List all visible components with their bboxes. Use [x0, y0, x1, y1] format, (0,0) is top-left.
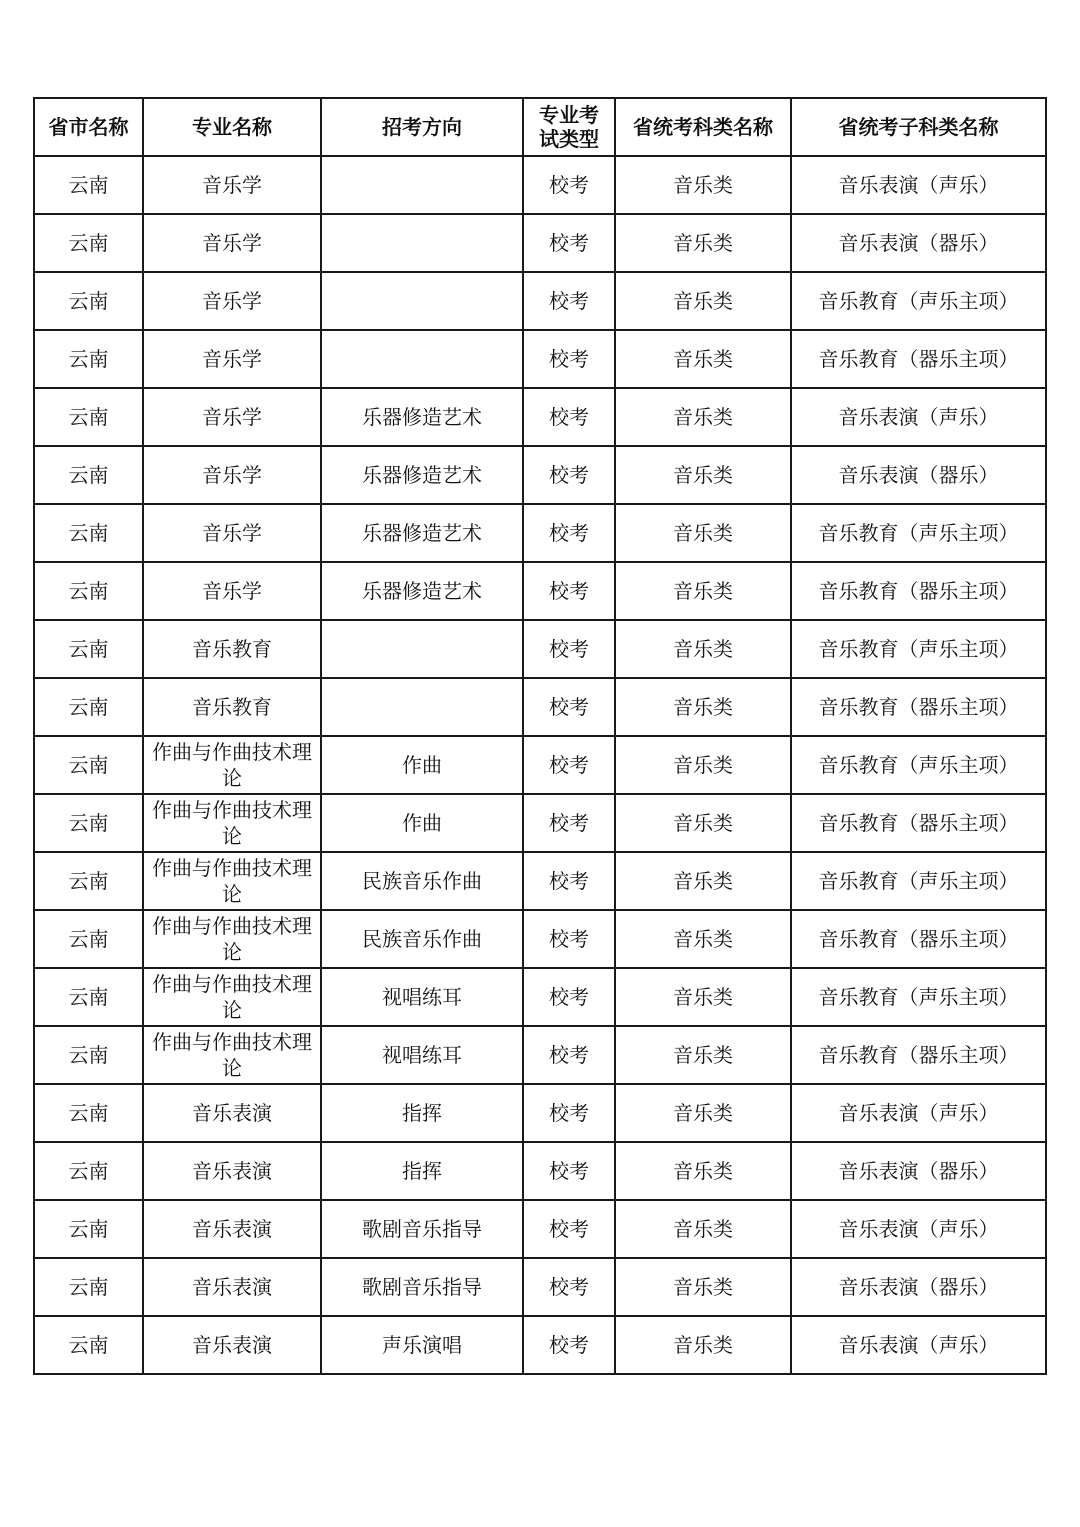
cell-province: 云南	[34, 852, 143, 910]
cell-major: 音乐表演	[143, 1200, 321, 1258]
cell-direction: 声乐演唱	[321, 1316, 523, 1374]
cell-category: 音乐类	[615, 1316, 791, 1374]
cell-category: 音乐类	[615, 1142, 791, 1200]
table-row	[34, 678, 1046, 736]
cell-exam-type: 校考	[523, 852, 615, 910]
cell-province: 云南	[34, 736, 143, 794]
cell-category: 音乐类	[615, 504, 791, 562]
cell-category: 音乐类	[615, 446, 791, 504]
cell-province: 云南	[34, 1316, 143, 1374]
table-row	[34, 1142, 1046, 1200]
cell-subcategory: 音乐教育（器乐主项）	[791, 678, 1046, 736]
cell-subcategory: 音乐表演（器乐）	[791, 1258, 1046, 1316]
cell-exam-type: 校考	[523, 1316, 615, 1374]
cell-subcategory: 音乐表演（声乐）	[791, 156, 1046, 214]
table-row	[34, 968, 1046, 1026]
header-category: 省统考科类名称	[615, 98, 791, 156]
cell-major: 作曲与作曲技术理论	[143, 968, 321, 1026]
cell-direction	[321, 620, 523, 678]
cell-direction: 指挥	[321, 1142, 523, 1200]
table-row	[34, 736, 1046, 794]
table-row	[34, 1200, 1046, 1258]
cell-subcategory: 音乐教育（声乐主项）	[791, 620, 1046, 678]
cell-province: 云南	[34, 794, 143, 852]
table-row	[34, 156, 1046, 214]
cell-exam-type: 校考	[523, 446, 615, 504]
table-row	[34, 272, 1046, 330]
cell-major: 音乐表演	[143, 1142, 321, 1200]
cell-exam-type: 校考	[523, 1026, 615, 1084]
cell-major: 音乐表演	[143, 1258, 321, 1316]
cell-province: 云南	[34, 620, 143, 678]
cell-major: 音乐教育	[143, 620, 321, 678]
cell-subcategory: 音乐表演（声乐）	[791, 1200, 1046, 1258]
cell-direction: 乐器修造艺术	[321, 388, 523, 446]
cell-direction	[321, 330, 523, 388]
cell-major: 音乐学	[143, 446, 321, 504]
cell-major: 作曲与作曲技术理论	[143, 910, 321, 968]
cell-direction	[321, 678, 523, 736]
cell-subcategory: 音乐表演（声乐）	[791, 1084, 1046, 1142]
admissions-table	[33, 97, 1047, 1375]
cell-subcategory: 音乐教育（器乐主项）	[791, 910, 1046, 968]
header-province: 省市名称	[34, 98, 143, 156]
header-exam-type: 专业考试类型	[523, 98, 615, 156]
table-body	[34, 156, 1046, 1374]
cell-subcategory: 音乐表演（器乐）	[791, 214, 1046, 272]
table-row	[34, 620, 1046, 678]
cell-province: 云南	[34, 1026, 143, 1084]
cell-category: 音乐类	[615, 620, 791, 678]
table-row	[34, 794, 1046, 852]
cell-province: 云南	[34, 1142, 143, 1200]
table-row	[34, 214, 1046, 272]
cell-major: 音乐学	[143, 388, 321, 446]
cell-direction: 民族音乐作曲	[321, 910, 523, 968]
cell-category: 音乐类	[615, 156, 791, 214]
cell-subcategory: 音乐教育（器乐主项）	[791, 330, 1046, 388]
cell-category: 音乐类	[615, 852, 791, 910]
cell-province: 云南	[34, 678, 143, 736]
cell-subcategory: 音乐教育（器乐主项）	[791, 1026, 1046, 1084]
cell-province: 云南	[34, 562, 143, 620]
cell-direction: 乐器修造艺术	[321, 446, 523, 504]
cell-major: 作曲与作曲技术理论	[143, 794, 321, 852]
cell-category: 音乐类	[615, 910, 791, 968]
cell-subcategory: 音乐表演（器乐）	[791, 1142, 1046, 1200]
table-row	[34, 852, 1046, 910]
cell-category: 音乐类	[615, 794, 791, 852]
cell-major: 音乐表演	[143, 1084, 321, 1142]
cell-province: 云南	[34, 1200, 143, 1258]
cell-direction: 歌剧音乐指导	[321, 1258, 523, 1316]
cell-category: 音乐类	[615, 678, 791, 736]
cell-province: 云南	[34, 910, 143, 968]
cell-direction: 乐器修造艺术	[321, 504, 523, 562]
cell-category: 音乐类	[615, 272, 791, 330]
table-row	[34, 910, 1046, 968]
cell-direction	[321, 272, 523, 330]
cell-subcategory: 音乐教育（声乐主项）	[791, 504, 1046, 562]
cell-direction: 民族音乐作曲	[321, 852, 523, 910]
cell-direction	[321, 214, 523, 272]
cell-subcategory: 音乐教育（器乐主项）	[791, 562, 1046, 620]
cell-province: 云南	[34, 1084, 143, 1142]
header-direction: 招考方向	[321, 98, 523, 156]
cell-exam-type: 校考	[523, 620, 615, 678]
cell-category: 音乐类	[615, 388, 791, 446]
cell-province: 云南	[34, 214, 143, 272]
cell-major: 音乐学	[143, 330, 321, 388]
cell-major: 音乐学	[143, 214, 321, 272]
cell-category: 音乐类	[615, 1026, 791, 1084]
cell-subcategory: 音乐教育（声乐主项）	[791, 736, 1046, 794]
cell-major: 音乐学	[143, 272, 321, 330]
cell-subcategory: 音乐教育（声乐主项）	[791, 968, 1046, 1026]
header-major: 专业名称	[143, 98, 321, 156]
cell-province: 云南	[34, 504, 143, 562]
cell-subcategory: 音乐教育（声乐主项）	[791, 852, 1046, 910]
cell-direction: 视唱练耳	[321, 968, 523, 1026]
cell-category: 音乐类	[615, 330, 791, 388]
cell-exam-type: 校考	[523, 272, 615, 330]
cell-subcategory: 音乐教育（器乐主项）	[791, 794, 1046, 852]
cell-major: 作曲与作曲技术理论	[143, 1026, 321, 1084]
cell-exam-type: 校考	[523, 330, 615, 388]
cell-category: 音乐类	[615, 1200, 791, 1258]
cell-major: 音乐学	[143, 504, 321, 562]
cell-province: 云南	[34, 156, 143, 214]
table-row	[34, 562, 1046, 620]
cell-exam-type: 校考	[523, 388, 615, 446]
cell-exam-type: 校考	[523, 504, 615, 562]
table-row	[34, 1026, 1046, 1084]
cell-exam-type: 校考	[523, 968, 615, 1026]
cell-exam-type: 校考	[523, 736, 615, 794]
cell-direction: 指挥	[321, 1084, 523, 1142]
cell-province: 云南	[34, 330, 143, 388]
cell-category: 音乐类	[615, 968, 791, 1026]
cell-direction: 歌剧音乐指导	[321, 1200, 523, 1258]
cell-direction	[321, 156, 523, 214]
cell-subcategory: 音乐表演（声乐）	[791, 1316, 1046, 1374]
cell-category: 音乐类	[615, 562, 791, 620]
cell-direction: 作曲	[321, 736, 523, 794]
cell-category: 音乐类	[615, 1084, 791, 1142]
table-row	[34, 388, 1046, 446]
cell-major: 音乐学	[143, 562, 321, 620]
cell-exam-type: 校考	[523, 1200, 615, 1258]
cell-exam-type: 校考	[523, 562, 615, 620]
table-row	[34, 446, 1046, 504]
table-row	[34, 504, 1046, 562]
table-row	[34, 330, 1046, 388]
cell-province: 云南	[34, 446, 143, 504]
cell-subcategory: 音乐教育（声乐主项）	[791, 272, 1046, 330]
cell-category: 音乐类	[615, 1258, 791, 1316]
cell-category: 音乐类	[615, 214, 791, 272]
table-row	[34, 1316, 1046, 1374]
cell-province: 云南	[34, 272, 143, 330]
table-row	[34, 1258, 1046, 1316]
table-header-row	[34, 98, 1046, 156]
cell-subcategory: 音乐表演（声乐）	[791, 388, 1046, 446]
cell-exam-type: 校考	[523, 1258, 615, 1316]
cell-exam-type: 校考	[523, 1142, 615, 1200]
cell-major: 音乐学	[143, 156, 321, 214]
cell-major: 作曲与作曲技术理论	[143, 736, 321, 794]
cell-direction: 作曲	[321, 794, 523, 852]
cell-exam-type: 校考	[523, 910, 615, 968]
header-subcategory: 省统考子科类名称	[791, 98, 1046, 156]
cell-category: 音乐类	[615, 736, 791, 794]
cell-subcategory: 音乐表演（器乐）	[791, 446, 1046, 504]
cell-province: 云南	[34, 388, 143, 446]
table-row	[34, 1084, 1046, 1142]
cell-exam-type: 校考	[523, 678, 615, 736]
cell-exam-type: 校考	[523, 156, 615, 214]
cell-major: 音乐表演	[143, 1316, 321, 1374]
cell-province: 云南	[34, 968, 143, 1026]
cell-major: 作曲与作曲技术理论	[143, 852, 321, 910]
cell-direction: 乐器修造艺术	[321, 562, 523, 620]
cell-exam-type: 校考	[523, 1084, 615, 1142]
cell-exam-type: 校考	[523, 214, 615, 272]
cell-province: 云南	[34, 1258, 143, 1316]
cell-direction: 视唱练耳	[321, 1026, 523, 1084]
cell-major: 音乐教育	[143, 678, 321, 736]
cell-exam-type: 校考	[523, 794, 615, 852]
